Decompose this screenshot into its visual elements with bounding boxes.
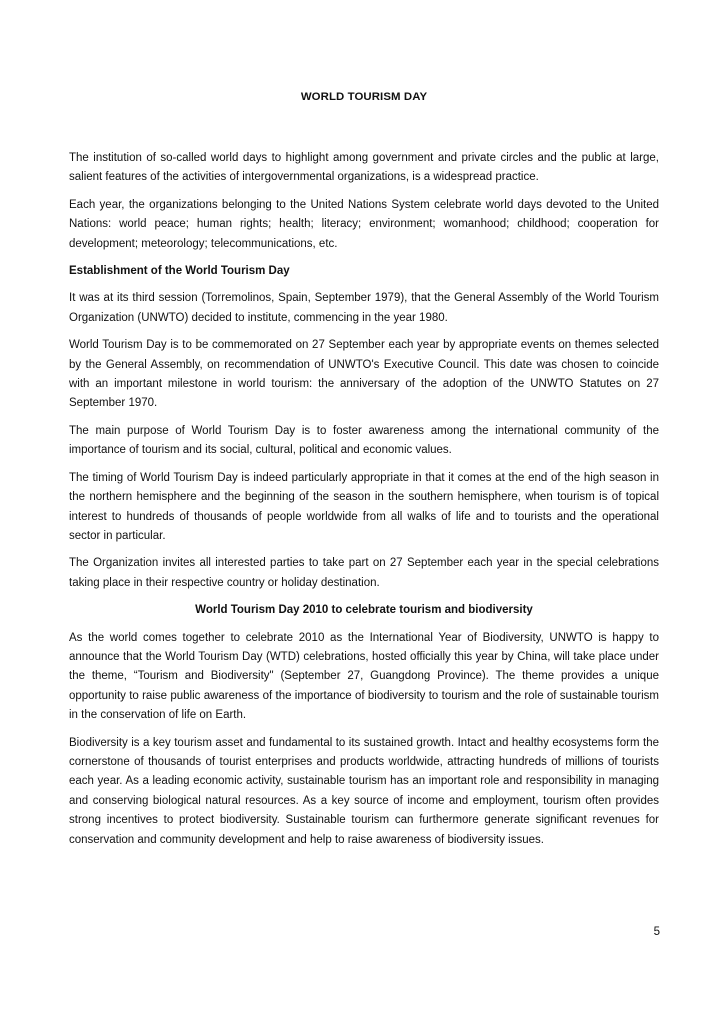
establishment-paragraph-5: The Organization invites all interested parties to take part on 27 September each year in the special celebrations taking place in their respective country or holiday destination.: [69, 557, 659, 589]
biodiversity-paragraph-2: Biodiversity is a key tourism asset and fundamental to its sustained growth. Intact and healthy ecosystems form the cornerstone of thousands of tourist enterprises and products worldwide, attracting hundreds of millions of tourists each year. As a leading economic activity, sustainable tourism has an important role and responsibility in managing and conserving biological natural resources. As a key source of income and employment, tourism often provides strong incentives to protect biodiversity. Sustainable tourism can furthermore generate significant revenues for conservation and community development and help to raise awareness of biodiversity issues.: [69, 736, 659, 846]
establishment-paragraph-4: The timing of World Tourism Day is indeed particularly appropriate in that it comes at the end of the high season in the northern hemisphere and the beginning of the season in the southern hemisphere, when tourism is of topical interest to hundreds of thousands of people worldwide from all walks of life and to tourists and the operational sector in particular.: [69, 471, 659, 542]
establishment-paragraph-1: It was at its third session (Torremolinos, Spain, September 1979), that the General Assembly of the World Tourism Organization (UNWTO) decided to institute, commencing in the year 1980.: [69, 292, 659, 324]
section-heading-2010: World Tourism Day 2010 to celebrate tourism and biodiversity: [195, 604, 533, 617]
biodiversity-paragraph-1: As the world comes together to celebrate 2010 as the International Year of Biodiversity, UNWTO is happy to announce that the World Tourism Day (WTD) celebrations, hosted officially this year by China, will take place under the theme, “Tourism and Biodiversity" (September 27, Guangdong Province). The theme provides a unique opportunity to raise public awareness of the importance of biodiversity to tourism and the role of sustainable tourism in the conservation of life on Earth.: [69, 631, 659, 722]
intro-paragraph-2: Each year, the organizations belonging to the United Nations System celebrate world days devoted to the United Nations: world peace; human rights; health; literacy; environment; womanhood; childhood; cooperation for development; meteorology; telecommunications, etc.: [69, 198, 659, 250]
section-heading-establishment: Establishment of the World Tourism Day: [69, 265, 290, 278]
page-number: 5: [653, 926, 660, 938]
establishment-paragraph-3: The main purpose of World Tourism Day is to foster awareness among the international community of the importance of tourism and its social, cultural, political and economic values.: [69, 424, 659, 457]
establishment-paragraph-2: World Tourism Day is to be commemorated on 27 September each year by appropriate events on themes selected by the General Assembly, on recommendation of UNWTO's Executive Council. This date was chosen to coincide with an important milestone in world tourism: the anniversary of the adoption of the UNWTO Statutes on 27 September 1970.: [69, 339, 659, 410]
document-title: WORLD TOURISM DAY: [300, 91, 428, 103]
document-body: [69, 149, 659, 858]
intro-paragraph-1: The institution of so-called world days to highlight among government and private circles and the public at large, salient features of the activities of intergovernmental organizations, is a widespread practice.: [69, 152, 659, 184]
